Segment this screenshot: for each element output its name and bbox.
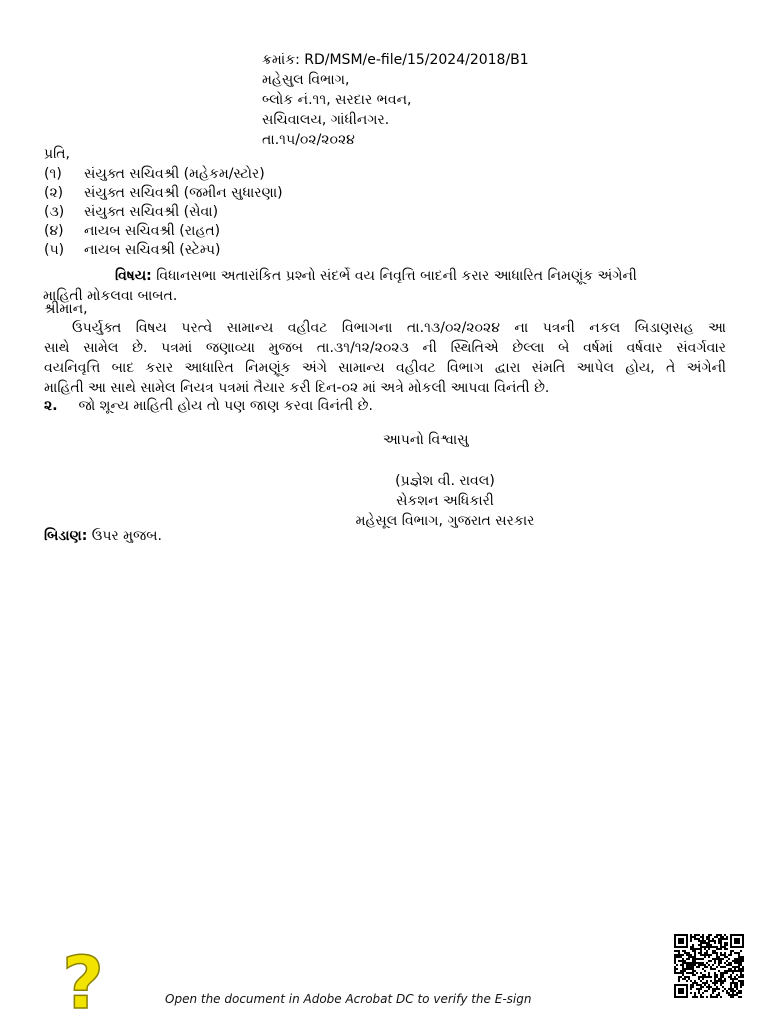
salutation: શ્રીમાન,: [44, 301, 88, 317]
address-place: સચિવાલય, ગાંધીનગર.: [262, 112, 390, 128]
recipient-name: સંયુક્ત સચિવશ્રી (જમીન સુધારણા): [84, 185, 283, 201]
recipient-number: (૩): [44, 204, 65, 220]
body-line: વયનિવૃત્તિ બાદ કરાર આધારિત નિમણૂંક અંગે સામાન્ય વહીવટ વિભાગ દ્વારા સંમતિ આપેલ હોય, તે અંગેની: [44, 360, 726, 376]
point-two-number: ૨.: [44, 398, 58, 414]
subject-text-line1: વિધાનસભા અતારાંકિત પ્રશ્નો સંદર્ભે વય નિવૃત્તિ બાદની કરાર આધારિત નિમણૂંક અંગેની: [156, 268, 637, 284]
body-line: ઉપર્યુક્ત વિષય પરત્વે સામાન્ય વહીવટ વિભાગના તા.૧૩/૦૨/૨૦૨૪ ના પત્રની નકલ બિડાણસહ આ: [72, 320, 726, 336]
signatory-title: સેકશન અધિકારી: [396, 493, 494, 509]
point-two-text: જો શૂન્ય માહિતી હોય તો પણ જાણ કરવા વિનંતી છે.: [78, 398, 373, 414]
subject-text-line2: માહિતી મોકલવા બાબત.: [43, 288, 178, 304]
recipient-item: [44, 240, 283, 259]
recipient-name: સંયુક્ત સચિવશ્રી (મહેકમ/સ્ટોર): [84, 166, 265, 182]
address-block: બ્લોક નં.૧૧, સરદાર ભવન,: [262, 92, 412, 108]
recipient-item: [44, 202, 283, 221]
enclosure-text: ઉપર મુજબ.: [91, 528, 162, 544]
enclosure-line: [44, 526, 162, 546]
department-name: મહેસુલ વિભાગ,: [262, 72, 350, 88]
point-two: [44, 396, 373, 416]
qr-code-icon: [674, 934, 744, 998]
recipient-number: (૫): [44, 242, 65, 258]
closing-text: આપનો વિશ્વાસુ: [383, 432, 469, 448]
recipient-item: [44, 183, 283, 202]
recipient-item: [44, 221, 283, 240]
subject-label: વિષય:: [115, 268, 152, 284]
to-label: પ્રતિ,: [44, 146, 70, 162]
recipient-name: નાયબ સચિવશ્રી (રાહત): [84, 223, 221, 239]
recipient-name: નાયબ સચિવશ્રી (સ્ટેમ્પ): [84, 242, 221, 258]
letter-date: તા.૧૫/૦૨/૨૦૨૪: [262, 132, 355, 148]
body-line: સાથે સામેલ છે. પત્રમાં જણાવ્યા મુજબ તા.૩૧/૧૨/૨૦૨૩ ની સ્થિતિએ છેલ્લા બે વર્ષમાં વર્ષવાર સંવર્ગવાર: [44, 340, 726, 356]
recipient-number: (૪): [44, 223, 64, 239]
esign-question-mark-icon: [58, 946, 108, 1016]
signature-block: [335, 471, 555, 531]
letter-header: [262, 50, 529, 150]
recipient-number: (૧): [44, 166, 62, 182]
signatory-office: મહેસૂલ વિભાગ, ગુજરાત સરકાર: [355, 513, 535, 529]
reference-number: ક્રમાંક: RD/MSM/e-file/15/2024/2018/B1: [262, 52, 529, 68]
esign-verify-note: Open the document in Adobe Acrobat DC to verify the E-sign: [165, 992, 532, 1006]
svg-text:?: ?: [62, 946, 104, 1016]
body-paragraph: [44, 318, 726, 398]
recipient-item: [44, 164, 283, 183]
recipient-number: (૨): [44, 185, 64, 201]
recipient-list: [44, 164, 283, 259]
enclosure-label: બિડાણ:: [44, 528, 88, 544]
body-line: માહિતી આ સાથે સામેલ નિયત્ર પત્રમાં તૈયાર કરી દિન-૦૨ માં અત્રે મોકલી આપવા વિનંતી છે.: [44, 380, 550, 396]
subject-block: [43, 266, 727, 306]
signatory-name: (પ્રજ્ઞેશ વી. રાવલ): [395, 473, 495, 489]
recipient-name: સંયુક્ત સચિવશ્રી (સેવા): [84, 204, 219, 220]
